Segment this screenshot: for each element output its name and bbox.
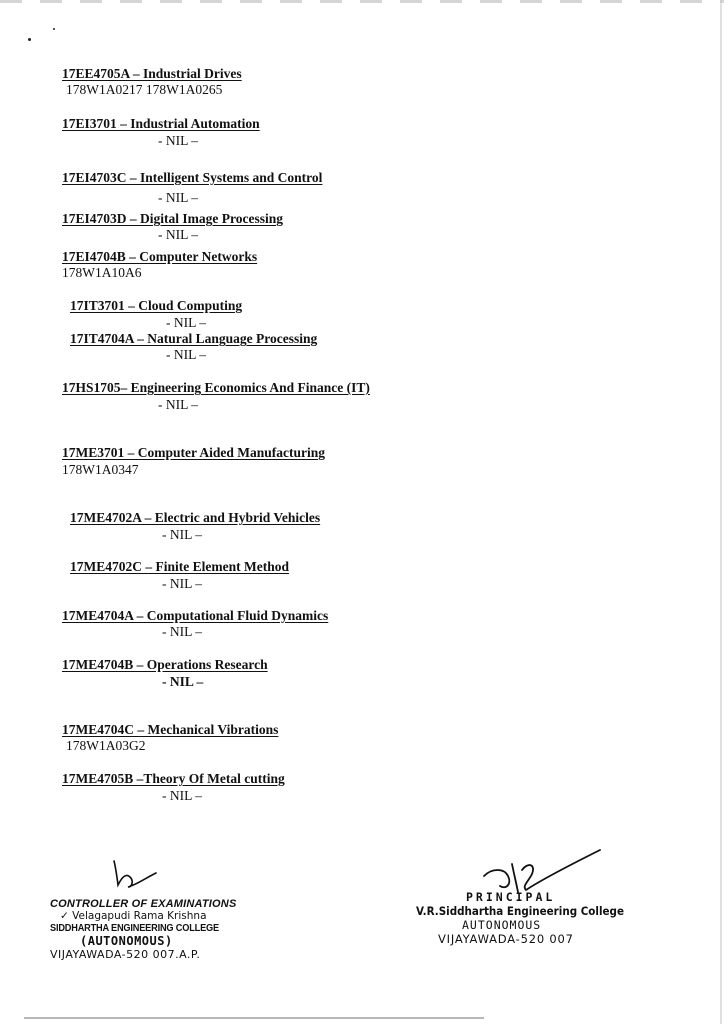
course-result: 178W1A0347 — [62, 462, 139, 477]
controller-name-row — [60, 910, 290, 923]
controller-college: SIDDHARTHA ENGINEERING COLLEGE — [50, 923, 219, 934]
course-title: 17EE4705A – Industrial Drives — [62, 66, 242, 81]
course-title: 17ME4702C – Finite Element Method — [70, 559, 289, 574]
course-title: 17EI4703D – Digital Image Processing — [62, 211, 283, 226]
controller-city: VIJAYAWADA-520 007.A.P. — [50, 948, 201, 961]
controller-status: (AUTONOMOUS) — [80, 934, 173, 948]
course-result: - NIL – — [166, 315, 206, 330]
course-result: - NIL – — [162, 527, 202, 542]
course-result: - NIL – — [162, 674, 204, 689]
course-result: - NIL – — [162, 788, 202, 803]
course-result: 178W1A0217 178W1A0265 — [66, 82, 223, 97]
scan-speck — [53, 28, 55, 30]
course-title: 17EI3701 – Industrial Automation — [62, 116, 260, 131]
check-mark-icon: ✓ — [60, 910, 69, 922]
course-title: 17HS1705– Engineering Economics And Finance (IT) — [62, 380, 370, 395]
course-title: 17ME4704B – Operations Research — [62, 657, 268, 672]
controller-block — [50, 898, 290, 961]
course-result: - NIL – — [166, 347, 206, 362]
scan-edge-bottom — [24, 1017, 484, 1019]
course-result: - NIL – — [158, 227, 198, 242]
course-result: 178W1A03G2 — [66, 738, 146, 753]
course-title: 17IT4704A – Natural Language Processing — [70, 331, 318, 346]
principal-city: VIJAYAWADA-520 007 — [438, 932, 574, 946]
course-result: - NIL – — [158, 397, 198, 412]
scan-edge-top — [0, 0, 724, 3]
course-result: - NIL – — [162, 576, 202, 591]
course-title: 17EI4704B – Computer Networks — [62, 249, 258, 264]
course-title: 17ME4702A – Electric and Hybrid Vehicles — [70, 510, 321, 525]
controller-signature — [108, 855, 168, 895]
controller-name: Velagapudi Rama Krishna — [72, 910, 207, 922]
course-result: 178W1A10A6 — [62, 265, 142, 280]
principal-status: AUTONOMOUS — [462, 918, 542, 932]
course-title: 17ME4704A – Computational Fluid Dynamics — [62, 608, 329, 623]
course-result: - NIL – — [158, 190, 198, 205]
course-title: 17EI4703C – Intelligent Systems and Control — [62, 170, 323, 185]
course-title: 17ME3701 – Computer Aided Manufacturing — [62, 445, 326, 460]
course-result: - NIL – — [158, 133, 198, 148]
course-result: - NIL – — [162, 624, 202, 639]
controller-title: CONTROLLER OF EXAMINATIONS — [50, 898, 237, 910]
principal-college: V.R.Siddhartha Engineering College — [416, 904, 624, 918]
scan-speck — [28, 38, 31, 41]
course-title: 17IT3701 – Cloud Computing — [70, 298, 243, 313]
principal-block — [416, 890, 676, 946]
principal-title: PRINCIPAL — [466, 890, 556, 904]
course-title: 17ME4705B –Theory Of Metal cutting — [62, 771, 285, 786]
course-title: 17ME4704C – Mechanical Vibrations — [62, 722, 279, 737]
scan-edge-right — [720, 0, 722, 1024]
